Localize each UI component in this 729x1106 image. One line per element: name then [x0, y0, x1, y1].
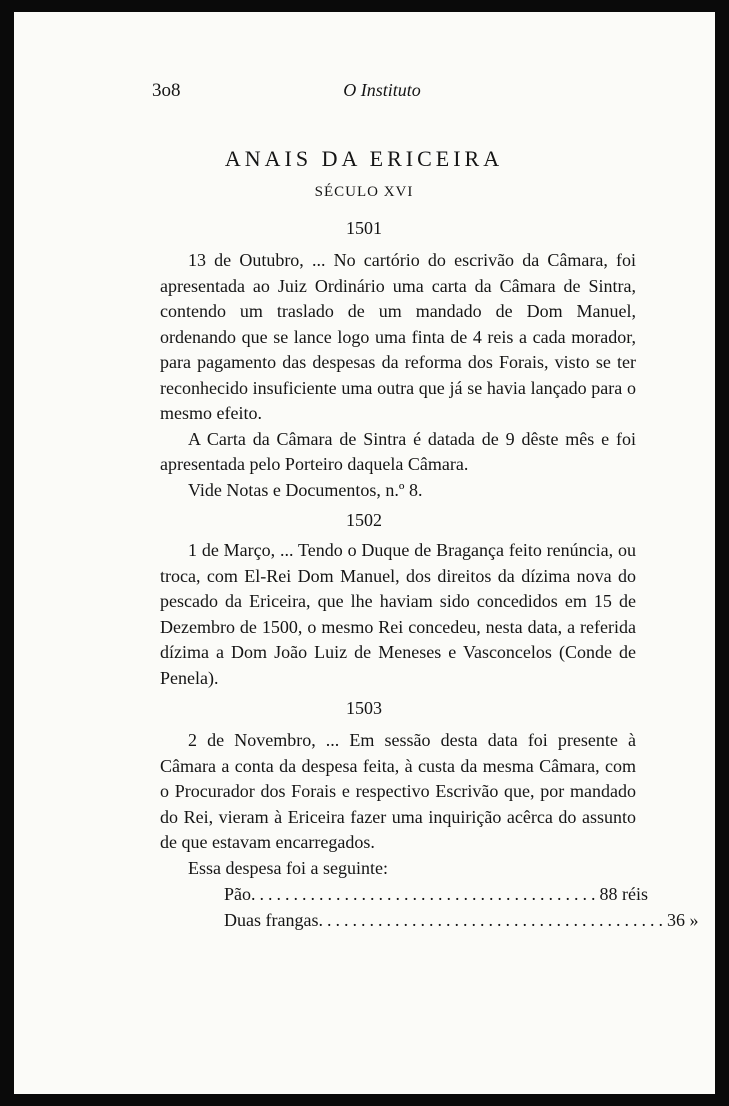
- chapter-title: ANAIS DA ERICEIRA: [224, 146, 504, 171]
- year-heading-1501: 1501: [346, 218, 382, 238]
- expense-list: [224, 884, 699, 936]
- paragraph: 2 de Novembro, ... Em sessão desta data foi presente à Câmara a conta da despesa feita, à custa da mesma Câmara, com o Procurador dos Forais e respectivo Escrivão que, por mandado do Rei, vieram à Ericeira fazer uma inquirição acêrca do assunto de que estavam encarregados.: [160, 730, 636, 852]
- year-heading-1502: 1502: [346, 510, 382, 530]
- paragraph: Essa despesa foi a seguinte:: [188, 857, 388, 878]
- dot-leader: .........................................: [251, 884, 600, 904]
- year-heading-1503: 1503: [346, 698, 382, 718]
- chapter-subtitle: SÉCULO XVI: [314, 184, 414, 200]
- paragraph: A Carta da Câmara de Sintra é datada de 9 dêste mês e foi apresentada pelo Porteiro daquela Câmara.: [160, 428, 636, 474]
- section-1501-body: [160, 248, 636, 503]
- expense-value: 36 »: [666, 910, 699, 930]
- page-number: 3o8: [152, 80, 181, 101]
- expense-row: [224, 910, 699, 936]
- section-1503-body: [160, 728, 636, 881]
- running-title: O Instituto: [343, 80, 421, 100]
- dot-leader: .........................................: [318, 910, 667, 930]
- expense-item: Duas frangas: [224, 910, 319, 930]
- paragraph: 1 de Março, ... Tendo o Duque de Bragança feito renúncia, ou troca, com El-Rei Dom Manuel, dos direitos da dízima nova do pescado da Ericeira, que lhe haviam sido concedidos em 15 de Dezembro de 1500, o mesmo Rei concedeu, nesta data, a referida dízima a Dom João Luiz de Meneses e Vasconcelos (Conde de Penela).: [160, 540, 636, 688]
- expense-value: 88 réis: [599, 884, 648, 904]
- expense-row: [224, 884, 648, 910]
- paragraph: Vide Notas e Documentos, n.º 8.: [188, 479, 423, 500]
- paragraph: 13 de Outubro, ... No cartório do escrivão da Câmara, foi apresentada ao Juiz Ordinário uma carta da Câmara de Sintra, contendo um traslado de um mandado de Dom Manuel, ordenando que se lance logo uma finta de 4 reis a cada morador, para pagamento das despesas da reforma dos Forais, visto se ter reconhecido insuficiente uma outra que já se havia lançado para o mesmo efeito.: [160, 250, 636, 423]
- book-page: [14, 12, 715, 1094]
- page-header: [152, 80, 612, 104]
- section-1502-body: [160, 538, 636, 691]
- expense-item: Pão: [224, 884, 251, 904]
